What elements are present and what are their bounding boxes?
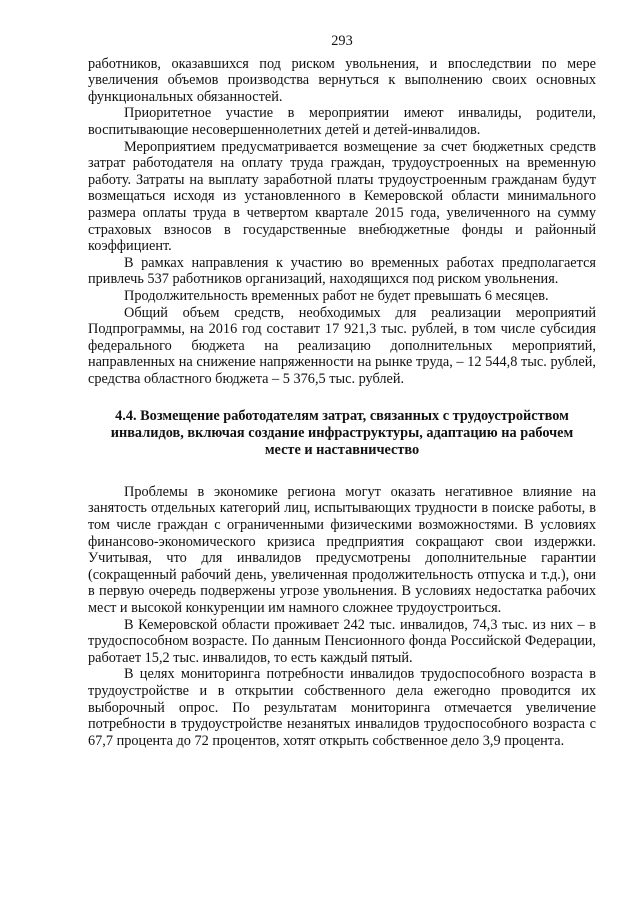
page-number: 293: [331, 33, 353, 49]
paragraph: Приоритетное участие в мероприятии имеют инвалиды, родители, воспитывающие несовершеннолетних детей и детей-инвалидов.: [88, 105, 596, 138]
paragraph: В Кемеровской области проживает 242 тыс. инвалидов, 74,3 тыс. из них – в трудоспособном возрасте. По данным Пенсионного фонда Российской Федерации, работает 15,2 тыс. инвалидов, то есть каждый пятый.: [88, 616, 596, 666]
paragraph: В рамках направления к участию во временных работах предполагается привлечь 537 работников организаций, находящихся под риском увольнения.: [88, 254, 596, 288]
section-before: [88, 56, 596, 388]
paragraph: Общий объем средств, необходимых для реализации мероприятий Подпрограммы, на 2016 год составит 17 921,3 тыс. рублей, в том числе субсидия федерального бюджета на реализацию дополнительных мероприятий, направленных на снижение напряженности на рынке труда, – 12 544,8 тыс. рублей, средства областного бюджета – 5 376,5 тыс. рублей.: [88, 304, 596, 387]
paragraph: Проблемы в экономике региона могут оказать негативное влияние на занятость отдельных категорий лиц, испытывающих трудности в поиске работы, в том числе граждан с ограниченными физическими возможностями. В условиях финансово-экономического кризиса предприятия сокращают свои издержки. Учитывая, что для инвалидов предусмотрены дополнительные гарантии (сокращенный рабочий день, увеличенная продолжительность отпуска и т.д.), они в первую очередь подвержены угрозе увольнения. В условиях недостатка рабочих мест и высокой конкуренции им намного сложнее трудоустроиться.: [88, 483, 596, 617]
section-heading: 4.4. Возмещение работодателям затрат, связанных с трудоустройством инвалидов, включая создание инфраструктуры, адаптацию на рабочем месте и наставничество: [110, 408, 574, 459]
section-after: [88, 484, 596, 750]
document-page: [88, 33, 596, 749]
paragraph: работников, оказавшихся под риском увольнения, и впоследствии по мере увеличения объемов производства вернуться к выполнению своих основных функциональных обязанностей.: [88, 55, 596, 105]
paragraph: Мероприятием предусматривается возмещение за счет бюджетных средств затрат работодателя на оплату труда граждан, трудоустроенных на временную работу. Затраты на выплату заработной платы трудоустроенным гражданам будут возмещаться исходя из установленного в Кемеровской области минимального размера оплаты труда в четвертом квартале 2015 года, увеличенного на сумму страховых взносов в государственные внебюджетные фонды и районный коэффициент.: [88, 138, 596, 255]
paragraph: Продолжительность временных работ не будет превышать 6 месяцев.: [124, 287, 549, 304]
paragraph: В целях мониторинга потребности инвалидов трудоспособного возраста в трудоустройстве и в открытии собственного дела ежегодно проводится их выборочный опрос. По результатам мониторинга отмечается увеличение потребности в трудоустройстве незанятых инвалидов трудоспособного возраста с 67,7 процента до 72 процентов, хотят открыть собственное дело 3,9 процента.: [88, 666, 596, 749]
